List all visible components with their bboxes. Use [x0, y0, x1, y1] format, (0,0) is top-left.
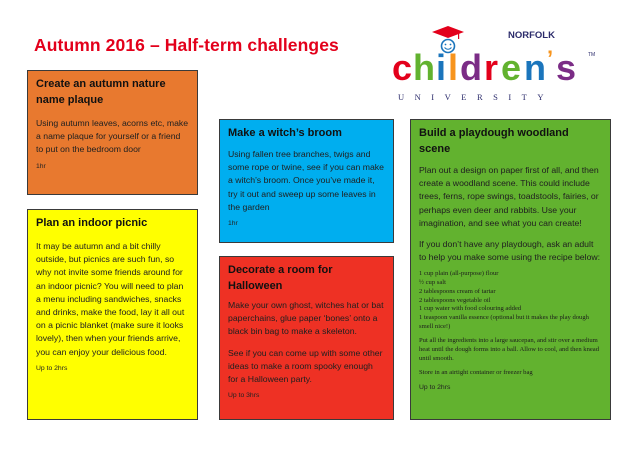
card-title: Build a playdough woodland scene	[419, 127, 569, 155]
logo-subtitle: UNIVERSITY	[398, 92, 554, 102]
card-halloween-room	[219, 256, 394, 420]
card-title: Create an autumn nature name plaque	[36, 78, 166, 106]
svg-text:i: i	[436, 47, 447, 88]
svg-text:e: e	[501, 47, 522, 88]
recipe-item: 1 teaspoon vanilla essence (optional but it makes the play dough smell nice!)	[419, 313, 589, 330]
svg-text:s: s	[556, 47, 577, 88]
recipe-item: 1 cup water with food colouring added	[419, 305, 522, 313]
svg-text:n: n	[524, 47, 546, 88]
recipe-storage: Store in an airtight container or freezer bag	[419, 369, 533, 377]
card-duration: Up to 2hrs	[36, 364, 68, 372]
svg-text:’: ’	[547, 46, 554, 71]
svg-text:h: h	[413, 47, 435, 88]
card-duration: Up to 3hrs	[228, 392, 260, 400]
card-title: Make a witch’s broom	[228, 127, 342, 139]
childrens-university-logo	[388, 22, 598, 107]
recipe-item: 1 cup plain (all-purpose) flour	[419, 270, 499, 278]
recipe-item: 2 tablespoons cream of tartar	[419, 287, 496, 295]
card-text: If you don’t have any playdough, ask an adult to help you make some using the recipe below:	[419, 238, 601, 263]
recipe-item: 2 tablespoons vegetable oil	[419, 296, 491, 304]
card-nature-plaque	[27, 70, 198, 195]
recipe-list	[419, 270, 602, 331]
card-text: See if you can come up with some other ideas to make a room spooky enough for a Halloween party.	[228, 347, 383, 384]
page-title: Autumn 2016 – Half-term challenges	[34, 35, 339, 55]
svg-text:r: r	[484, 47, 499, 88]
logo-region: NORFOLK	[508, 30, 555, 41]
card-duration: 1hr	[36, 162, 46, 170]
logo-trademark: TM	[588, 52, 596, 58]
recipe-method: Put all the ingredients into a large saucepan, and stir over a medium heat until the dough forms into a ball. Allow to cool, and then knead until smooth.	[419, 337, 600, 362]
card-duration: Up to 2hrs	[419, 384, 451, 392]
card-text: Using fallen tree branches, twigs and some rope or twine, see if you can make a witch’s broom. Once you’ve made it, try it out and sweep up some leaves in the garden	[228, 148, 384, 212]
svg-text:l: l	[448, 47, 459, 88]
svg-text:c: c	[392, 47, 413, 88]
card-playdough-scene	[410, 119, 611, 420]
card-text: Using autumn leaves, acorns etc, make a name plaque for yourself or a friend to put on the bedroom door	[36, 117, 189, 155]
card-title: Decorate a room for Halloween	[228, 264, 333, 292]
svg-text:d: d	[460, 47, 482, 88]
card-duration: 1hr	[228, 220, 238, 228]
card-indoor-picnic	[27, 209, 198, 420]
recipe-item: ½ cup salt	[419, 279, 446, 287]
mortarboard-icon	[432, 26, 464, 38]
card-text: Make your own ghost, witches hat or bat paperchains, glue paper ‘bones’ onto a black bin bag to make a skeleton.	[228, 299, 384, 337]
card-title: Plan an indoor picnic	[36, 217, 148, 229]
card-text: It may be autumn and a bit chilly outside, but picnics are such fun, so why not invite some friends around for an indoor picnic? You will need to plan a menu including sandwiches, snacks and drinks, make the food, lay it all out on a picnic blanket (make sure it looks lovely), then when your friends arrive, you can enjoy your delicious food.	[36, 240, 185, 357]
card-witch-broom	[219, 119, 394, 243]
card-text: Plan out a design on paper first of all, and then create a woodland scene. This could include trees, ferns, rope swings, toadstools, fairies, or perhaps even deer and rabbits. Use your imagination, and see what you can create!	[419, 164, 599, 228]
